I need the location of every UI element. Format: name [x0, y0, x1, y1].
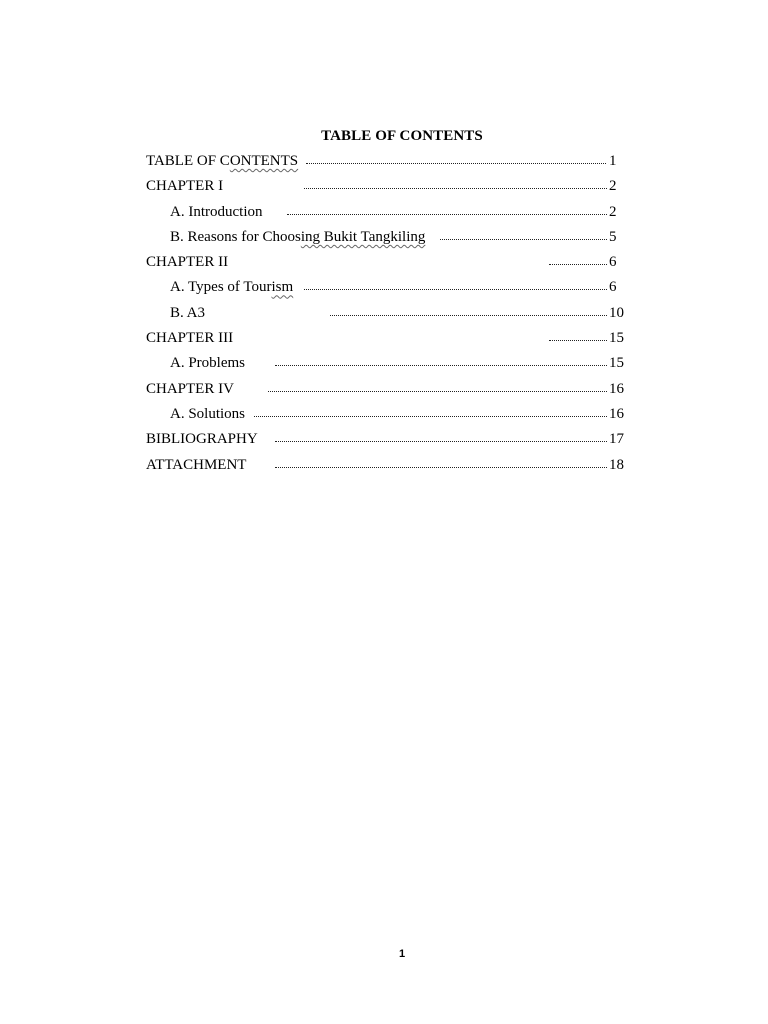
toc-entry-page: 5	[609, 228, 617, 245]
toc-entry-page: 15	[609, 330, 624, 347]
toc-entry-label: CHAPTER I	[146, 178, 224, 195]
dot-leader	[275, 467, 607, 468]
dot-leader	[275, 365, 607, 366]
page-number: 1	[398, 948, 406, 960]
toc-entry-label: CHAPTER IV	[146, 380, 234, 397]
toc-entry-page: 2	[609, 203, 617, 220]
dot-leader	[287, 214, 607, 215]
toc-entry-problems[interactable]	[146, 354, 627, 379]
toc-entry-label: A. Types of Tourism	[170, 279, 294, 296]
dot-leader	[304, 188, 607, 189]
toc-entry-label: A. Solutions	[170, 405, 246, 422]
toc-entry-solutions[interactable]	[146, 405, 627, 430]
toc-entry-page: 6	[609, 279, 617, 296]
table-of-contents	[146, 152, 627, 481]
toc-entry-page: 1	[609, 153, 617, 169]
dot-leader	[254, 416, 607, 417]
toc-entry-page: 16	[609, 405, 624, 422]
dot-leader	[306, 163, 606, 164]
toc-entry-label: BIBLIOGRAPHY	[146, 431, 258, 448]
toc-entry-label: B. A3	[170, 304, 206, 321]
dot-leader	[275, 441, 607, 442]
toc-entry-page: 2	[609, 178, 617, 195]
toc-entry-page: 16	[609, 380, 624, 397]
toc-entry-label: CHAPTER II	[146, 254, 229, 271]
toc-entry-types-of-tourism[interactable]	[146, 278, 627, 303]
dot-leader	[549, 264, 607, 265]
toc-entry-chapter-1[interactable]	[146, 177, 627, 202]
page-title: TABLE OF CONTENTS	[321, 128, 483, 144]
dot-leader	[330, 315, 607, 316]
dot-leader	[268, 391, 607, 392]
dot-leader	[549, 340, 607, 341]
toc-entry-table-of-contents[interactable]	[146, 152, 627, 177]
toc-entry-label: ATTACHMENT	[146, 456, 247, 473]
toc-entry-bibliography[interactable]	[146, 430, 627, 455]
toc-entry-chapter-4[interactable]	[146, 380, 627, 405]
toc-entry-label: B. Reasons for Choosing Bukit Tangkiling	[170, 228, 426, 245]
dot-leader	[304, 289, 607, 290]
toc-entry-label: A. Introduction	[170, 203, 263, 220]
dot-leader	[440, 239, 607, 240]
toc-entry-page: 18	[609, 456, 624, 473]
toc-entry-label: CHAPTER III	[146, 330, 234, 347]
toc-entry-attachment[interactable]	[146, 456, 627, 481]
toc-entry-introduction[interactable]	[146, 203, 627, 228]
toc-entry-page: 15	[609, 355, 624, 372]
toc-entry-page: 6	[609, 254, 617, 271]
toc-entry-label: A. Problems	[170, 355, 245, 372]
toc-entry-page: 17	[609, 431, 624, 448]
toc-entry-reasons-bukit-tangkiling[interactable]	[146, 228, 627, 253]
toc-entry-label: TABLE OF CONTENTS	[146, 153, 299, 169]
toc-entry-chapter-3[interactable]	[146, 329, 627, 354]
toc-entry-page: 10	[609, 304, 624, 321]
toc-entry-chapter-2[interactable]	[146, 253, 627, 278]
toc-entry-a3[interactable]	[146, 304, 627, 329]
